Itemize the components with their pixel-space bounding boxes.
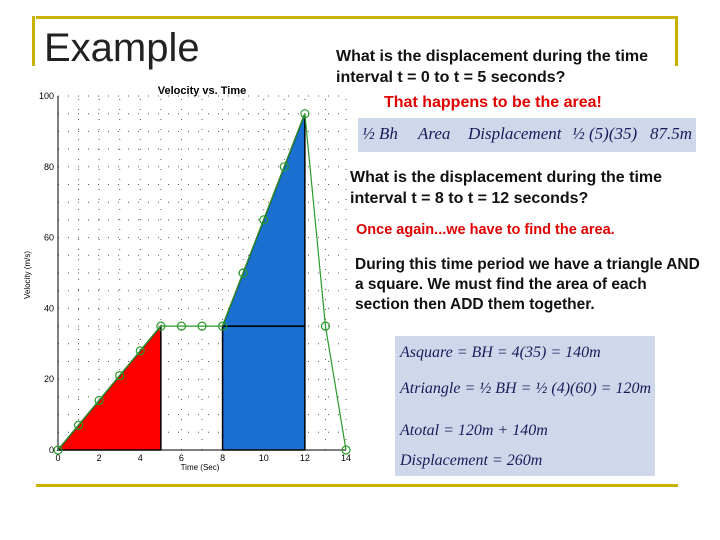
x-tick-label: 6 xyxy=(178,453,184,463)
chart-title: Velocity vs. Time xyxy=(157,85,247,97)
y-tick-label: 0 xyxy=(48,445,54,455)
eq-total: Atotal = 120m + 140m xyxy=(400,422,548,439)
x-tick-label: 8 xyxy=(220,453,226,463)
blue-square-area xyxy=(223,326,305,450)
x-tick-label: 14 xyxy=(340,453,352,463)
slide-title: Example xyxy=(44,26,200,70)
x-tick-label: 2 xyxy=(96,453,102,463)
y-axis-label: Velocity (m/s) xyxy=(23,250,32,300)
question-1: What is the displacement during the time interval t = 0 to t = 5 seconds? xyxy=(336,48,649,86)
eq-square: Asquare = BH = 4(35) = 140m xyxy=(400,344,601,361)
x-axis-label: Time (Sec) xyxy=(180,463,220,472)
frame-top-bar xyxy=(36,16,678,19)
eq1-result: 87.5m xyxy=(650,124,693,143)
x-tick-label: 10 xyxy=(258,453,269,463)
y-tick-label: 20 xyxy=(43,374,54,385)
equations-box xyxy=(395,336,655,476)
explanation-text: During this time period we have a triangle AND a square. We must find the area of each section then ADD them together. xyxy=(355,256,700,313)
eq1-half-bh: ½ Bh xyxy=(362,124,398,143)
y-tick-label: 100 xyxy=(38,91,54,101)
eq1-calc: ½ (5)(35) xyxy=(572,124,638,143)
y-tick-label: 40 xyxy=(43,303,54,314)
x-tick-label: 0 xyxy=(55,453,61,463)
answer-2: Once again...we have to find the area. xyxy=(356,222,615,238)
y-tick-label: 60 xyxy=(43,232,54,243)
y-tick-label: 80 xyxy=(43,161,54,172)
answer-1: That happens to be the area! xyxy=(384,94,602,111)
frame-right-bar xyxy=(675,16,678,66)
eq1-area: Area xyxy=(418,124,451,143)
equation-1-box xyxy=(358,118,696,152)
frame-left-bar xyxy=(32,16,35,66)
x-tick-label: 12 xyxy=(299,453,310,463)
eq1-displacement: Displacement xyxy=(468,124,562,143)
eq-triangle: Atriangle = ½ BH = ½ (4)(60) = 120m xyxy=(400,380,652,397)
velocity-time-chart xyxy=(0,80,360,480)
question-2: What is the displacement during the time interval t = 8 to t = 12 seconds? xyxy=(350,169,663,207)
eq-displacement: Displacement = 260m xyxy=(400,452,543,469)
x-tick-label: 4 xyxy=(137,453,143,463)
frame-bottom-bar xyxy=(36,484,678,487)
